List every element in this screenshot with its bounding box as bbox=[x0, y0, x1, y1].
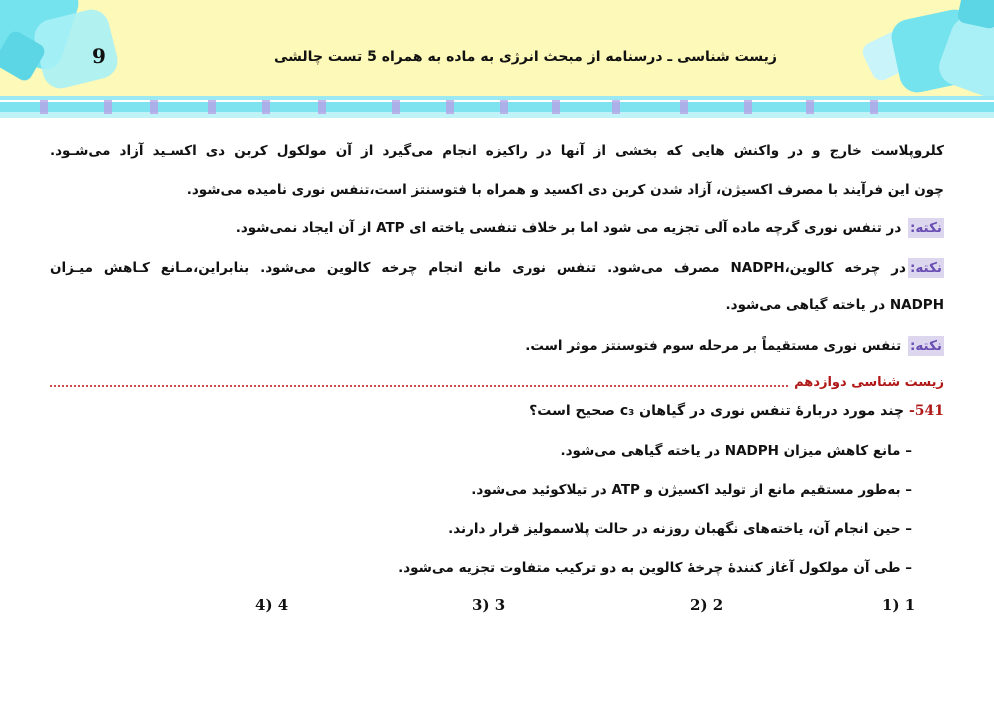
note-label: نکته: bbox=[909, 220, 942, 236]
page-number: 9 bbox=[92, 44, 106, 68]
question-text: چند مورد دربارۀ تنفس نوری در گیاهان c₃ صحیح است؟ bbox=[529, 403, 905, 419]
dotted-line bbox=[50, 377, 788, 387]
body-line: کلروپلاست خارج و در واکنش هایی که بخشی از آنها در راکیزه انجام می‌گیرد از آن مولکول کربن دی اکسـید آزاد می‌شـود. bbox=[50, 143, 944, 159]
answer-option-2[interactable]: 2 (2 bbox=[690, 596, 724, 614]
note-label: نکته: bbox=[909, 338, 942, 354]
question-item: – به‌طور مستقیم مانع از تولید اکسیژن و ATP در تیلاکوئید می‌شود. bbox=[471, 482, 912, 498]
section-separator bbox=[50, 374, 944, 390]
note-text: تنفس نوری مستقیماً بر مرحله سوم فتوسنتز موثر است. bbox=[525, 338, 902, 354]
note-label: نکته: bbox=[909, 260, 942, 276]
question-number: 541- bbox=[908, 403, 944, 419]
body-line: چون این فرآیند با مصرف اکسیژن، آزاد شدن کربن دی اکسید و همراه با فتوسنتز است،تنفس نوری نامیده می‌شود. bbox=[186, 182, 944, 198]
note-continuation: NADPH در یاخته گیاهی می‌شود. bbox=[725, 297, 944, 313]
answer-option-1[interactable]: 1 (1 bbox=[882, 596, 916, 614]
question-item: – حین انجام آن، یاخته‌های نگهبان روزنه در حالت پلاسمولیز قرار دارند. bbox=[448, 521, 912, 537]
question-row bbox=[50, 403, 944, 419]
page-title: زیست شناسی ـ درسنامه از مبحث انرژی به ماده به همراه 5 تست چالشی bbox=[274, 49, 777, 65]
note-row bbox=[50, 336, 944, 356]
question-item: – مانع کاهش میزان NADPH در یاخته گیاهی می‌شود. bbox=[560, 443, 912, 459]
section-label: زیست شناسی دوازدهم bbox=[794, 374, 944, 390]
page-header bbox=[0, 0, 994, 100]
note-row bbox=[50, 258, 944, 278]
answer-option-4[interactable]: 4 (4 bbox=[255, 596, 289, 614]
note-text: در تنفس نوری گرچه ماده آلی تجزیه می شود اما بر خلاف تنفسی یاخته ای ATP از آن ایجاد نمی‌شود. bbox=[235, 220, 902, 236]
answer-option-3[interactable]: 3 (3 bbox=[472, 596, 506, 614]
note-text: در چرخه کالوین،NADPH مصرف می‌شود. تنفس نوری مانع انجام چرخه کالوین می‌شود. بنابراین،مـانع کـاهش میـزان bbox=[50, 260, 906, 276]
note-row bbox=[50, 218, 944, 238]
question-item: – طی آن مولکول آغاز کنندۀ چرخۀ کالوین به دو ترکیب متفاوت تجزیه می‌شود. bbox=[398, 560, 912, 576]
